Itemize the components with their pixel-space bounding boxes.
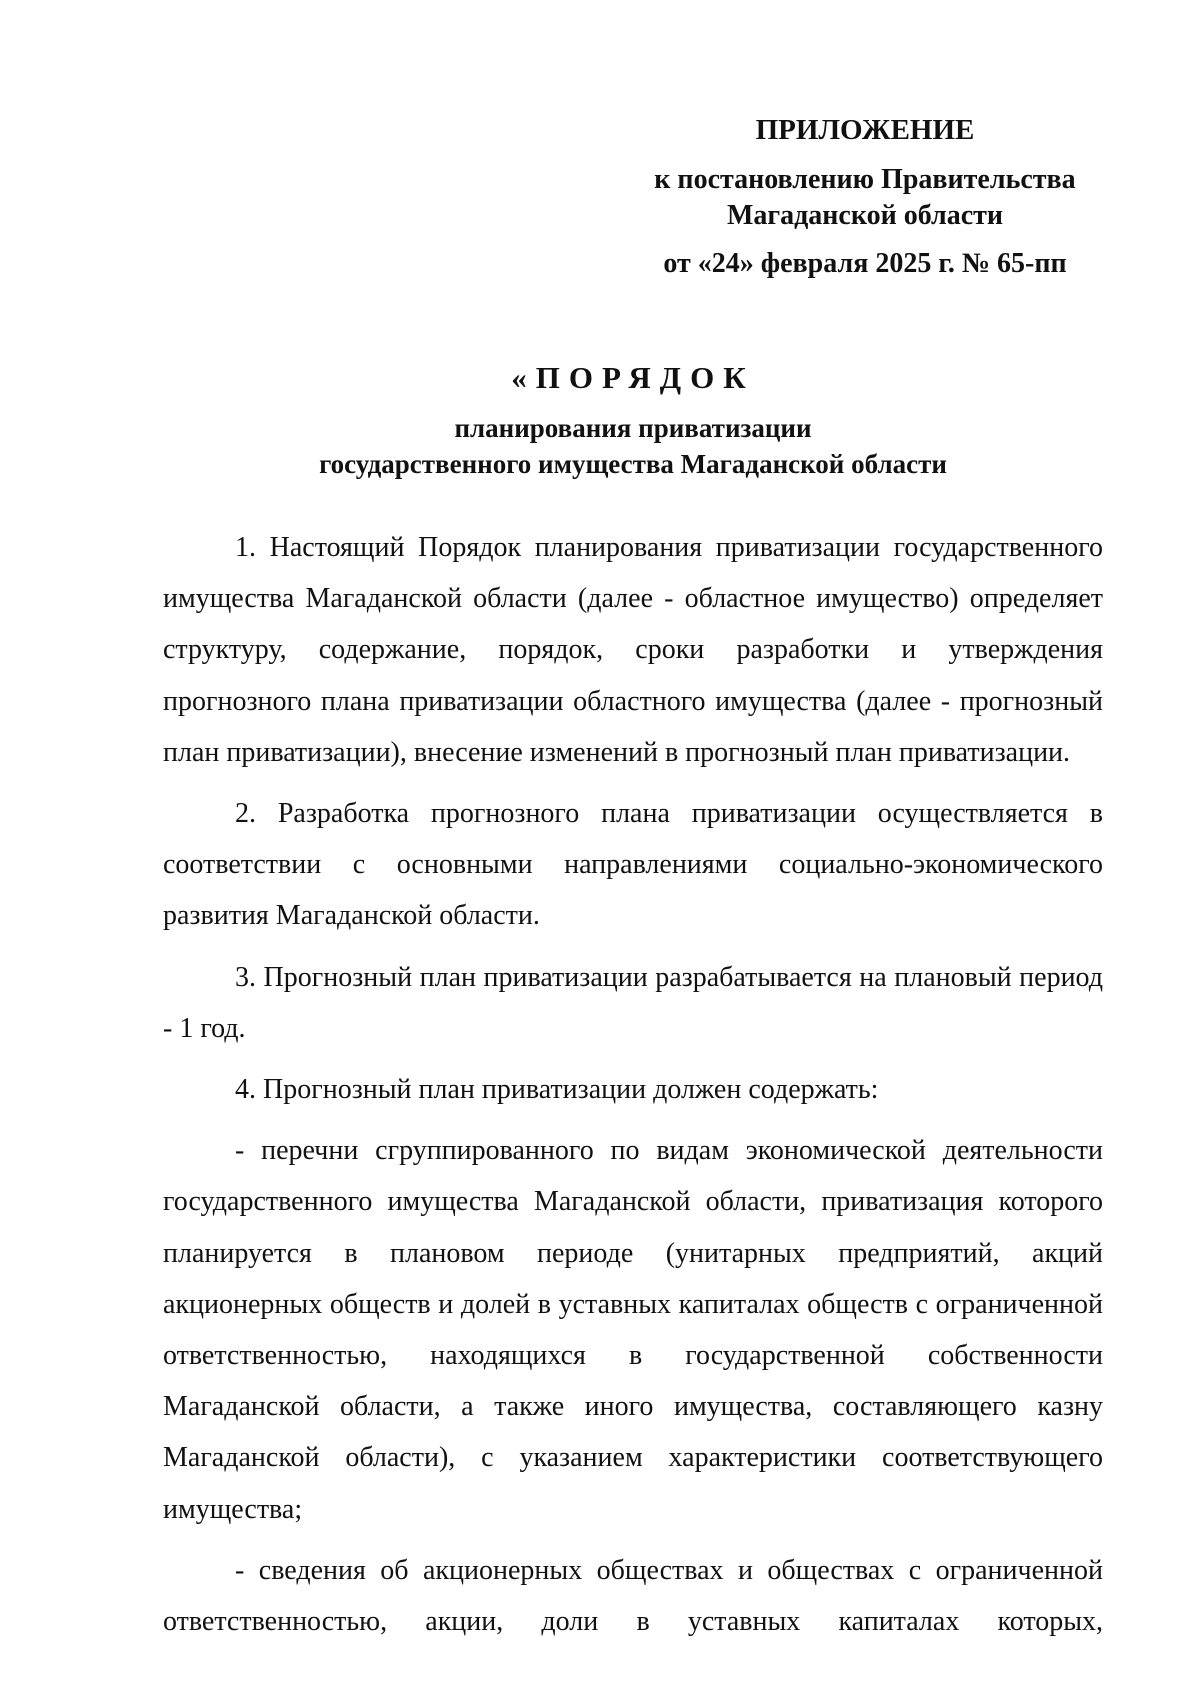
appendix-block [630,112,1100,282]
paragraph-5: - перечни сгруппированного по видам экономической деятельности государственного имущества Магаданской области, приватизация которого планируется в плановом периоде (унитарных предприятий, акций акционерных обществ и долей в уставных капиталах обществ с ограниченной ответственностью, находящихся в государственной собственности Магаданской области, а также иного имущества, составляющего казну Магаданской области), с указанием характеристики соответствующего имущества; [163,1135,1103,1525]
paragraph-3: 3. Прогнозный план приватизации разрабатывается на плановый период - 1 год. [163,961,1103,1044]
paragraph-6: - сведения об акционерных обществах и обществах с ограниченной ответственностью, акции, доли в уставных капиталах которых, [163,1554,1103,1638]
document-body [163,522,1103,1647]
heading-sub-line-2: государственного имущества Магаданской области [319,449,947,479]
paragraph-4: 4. Прогнозный план приватизации должен содержать: [235,1074,879,1106]
appendix-line-2: Магаданской области [726,200,1004,231]
appendix-date-line: от «24» февраля 2025 г. № 65-пп [663,248,1067,279]
appendix-title: ПРИЛОЖЕНИЕ [755,114,975,146]
appendix-line-1: к постановлению Правительства [654,164,1076,195]
document-heading [163,358,1103,482]
heading-sub-line-1: планирования приватизации [454,413,812,443]
paragraph-1: 1. Настоящий Порядок планирования приватизации государственного имущества Магаданской области (далее - областное имущество) определяет структуру, содержание, порядок, сроки разработки и утверждения прогнозного плана приватизации областного имущества (далее - прогнозный план приватизации), внесение изменений в прогнозный план приватизации. [163,532,1103,768]
paragraph-2: 2. Разработка прогнозного плана приватизации осуществляется в соответствии с основными направлениями социально-экономического развития Магаданской области. [163,798,1103,932]
heading-main: «ПОРЯДОК [511,360,755,395]
